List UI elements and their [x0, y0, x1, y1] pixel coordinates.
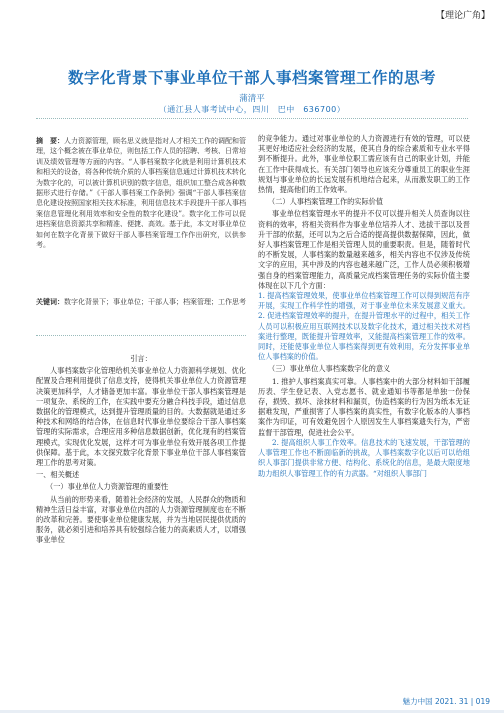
- right-column: [258, 134, 470, 479]
- body-paragraph: 1. 推护人事档案真实可靠。人事档案中的大部分材料如干部履历表、学生登记表、入党志愿书、就业通知书等都是单独一份保存，损毁、损坏、涂抹材料和漏页，伪造档案的行为因为纸本无证据难发现，严重损害了人事档案的真实性，有数字化版本的人事档案作为印证，可有效避免因个人原因发生人事档案遗失行为，严密监督干部管理，促进社会公平。: [258, 376, 470, 437]
- intro-heading: 引言：: [130, 354, 152, 363]
- abstract-text: 人力资源管理，顾名思义就是指对人才相关工作的调配和管理，这个概念被在事业单位，则包括工作人员的招聘、考核、日常培训及绩效管理等方面的内容。“人事档案数字化就是利用计算机技术和相关的设备，将各种传统介质的人事档案信息通过计算机技术转化为数字化的，可以被计算机识别的数字信息，组织加工整合成各种数据形式进行存储。”《干部人事档案工作条例》强调“干部人事档案信息化建设按照国家相关技术标准，利用信息技术手段提升干部人事档案信息管理化利用效率和安全性的数字化建设”。数字化工作可以促进档案信息资源共享和精准、便捷、高效。基于此，本文对事业单位如何在数字化背景下做好干部人事档案管理工作作出研究，以供参考。: [36, 137, 246, 250]
- header-divider: [36, 118, 468, 119]
- keywords-text: 数字化背景下；事业单位；干部人事；档案管理；工作思考: [64, 298, 246, 306]
- intro-paragraph: 人事档案数字化管理给机关事业单位人力资源科学规划、优化配置及合理利用提供了信息支持，使得机关事业单位人力资源管理决策更加科学，人才储备更加丰富。事业单位干部人事档案管理是一项复杂、系统的工作，在实践中要充分融合科技手段，通过信息数据化的管理模式，达到提升管理质量的目的。大数据就是通过多种技术和网络的结合体，在信息时代事业单位要综合干部人事档案管理的实际需求，合理应用多种信息数据创新，优化现有的档案管理模式，实现优化发展，这样才可为事业单位有效开展各项工作提供保障。基于此，本文探究数字化背景下事业单位干部人事档案管理工作的思考对策。: [36, 366, 246, 468]
- body-paragraph: 的竞争能力。通过对事业单位的人力资源进行有效的管理，可以使其更好地适应社会经济的发展，使其自身的综合素质和专业水平得到不断提升。此外，事业单位职工需应该有自己的职业计划，并能在工作中获得成长。有关部门领导也应该充分尊重员工的职业生涯规划与事业单位的长远发展有机地结合起来，从而激发职工的工作热情，提高他们的工作效率。: [258, 134, 470, 195]
- column-tag: 【理论广角】: [435, 11, 490, 21]
- highlighted-paragraph: 1. 提高档案管理效果，使事业单位档案管理工作可以得到规范有序开展，实现工作科学性的增强，对于事业单位未来发展意义重大。2. 促进档案管理效率的提升，在提升管理水平的过程中，相关工作人员可以积极应用互联网技术以及数字化技术，通过相关技术对档案进行整理，既能提升管理效率，又能提高档案管理工作的效率。同时，还能使事业单位人事档案得到更有效利用，充分发挥事业单位人事档案的价值。: [258, 291, 470, 362]
- subsection-heading: （三）事业单位人事档案数字化的意义: [268, 364, 391, 374]
- body-paragraph: 事业单位档案管理水平的提升不仅可以提升相关人员查询以往资料的效率，将相关资料作为事业单位培养人才、选拔干部以及晋升干部的依据，还可以为之后合适的提高提供数据保障，因此，做好人事档案管理工作是相关管理人员的重要职责。但是，随着时代的不断发展，人事档案的数量越来越多，相关内容也不仅涉及传统文字的应用，其中涉及的内容也越来越广泛，工作人员必须积极增强自身的档案管理能力，高质量完成档案管理任务的实际价值主要体现在以下几个方面：: [258, 209, 470, 290]
- author-affiliation: （通江县人事考试中心，四川 巴中 636700）: [158, 105, 346, 114]
- abstract-block: [36, 136, 246, 250]
- keywords-block: [36, 297, 246, 307]
- subsection-heading: （二）人事档案管理工作的实际价值: [268, 197, 384, 207]
- abstract-divider: [36, 335, 246, 336]
- subsection-heading: （一）事业单位人力资源管理的重要性: [46, 482, 169, 492]
- left-column: [36, 352, 246, 546]
- section-heading: 一、相关概述: [36, 470, 80, 480]
- author-name: 蒲清平: [239, 94, 265, 104]
- abstract-label: 摘 要：: [36, 136, 64, 145]
- body-paragraph: 从当前的形势来看，随着社会经济的发展，人民群众的物质和精神生活日益丰富，对事业单位内部的人力资源管理制度也在不断的改革和完善。要使事业单位健康发展，并为当地居民提供优质的服务，就必须引进和培养具有较强综合能力的高素质人才，以增强事业单位: [36, 494, 246, 545]
- page-footer: 魅力中国 2021. 31 | 019: [402, 697, 490, 706]
- article-title: 数字化背景下事业单位干部人事档案管理工作的思考: [67, 69, 436, 87]
- keywords-label: 关键词：: [36, 297, 64, 306]
- highlighted-paragraph: 2. 提高组织人事工作效率。信息技术的飞速发展，干部管理的人事管理工作也不断面临新的挑战，人事档案数字化以后可以给组织人事部门提供非常方便、结构化、系统化的信息，是最大限度地助力组织人事管理工作的有力武器。“对组织人事部门: [258, 437, 470, 478]
